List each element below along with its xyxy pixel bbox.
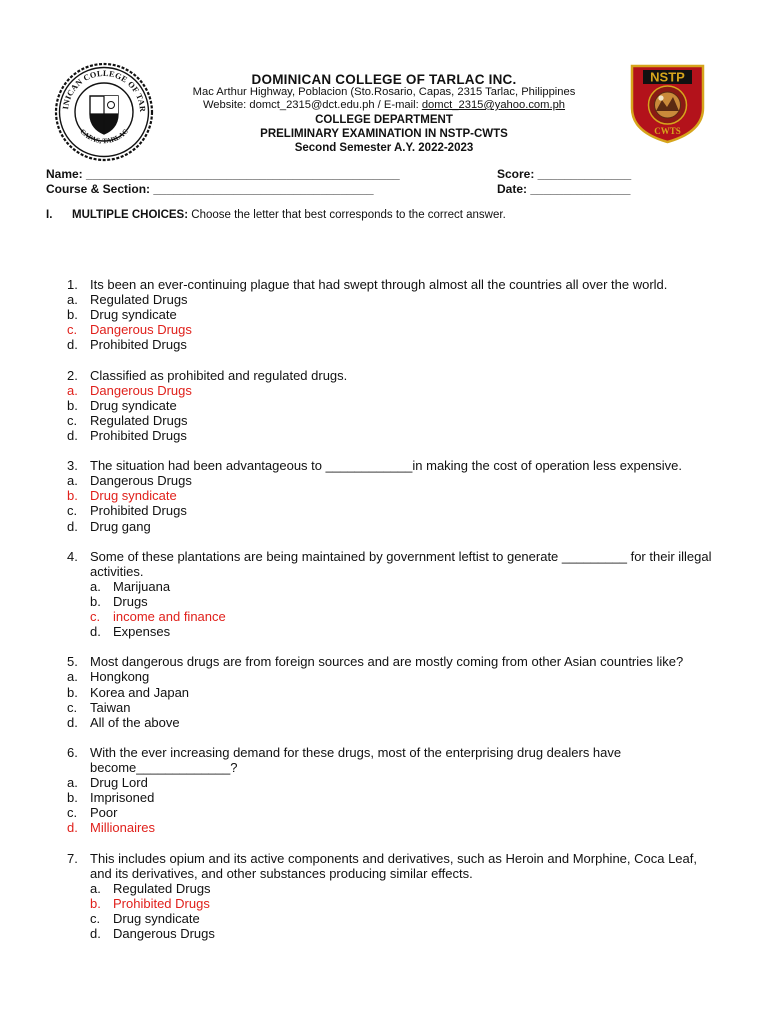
question-text: Some of these plantations are being maintained by government leftist to generate _________ for their illegal activities. <box>90 548 712 579</box>
option-letter: c. <box>67 322 78 338</box>
name-field: Name: _______________________________________________ <box>46 167 400 181</box>
option-letter: a. <box>67 775 78 791</box>
question-row <box>0 745 768 775</box>
answer-option <box>0 775 768 790</box>
question-number: 6. <box>67 744 78 760</box>
question-item <box>0 549 768 640</box>
section-number: I. <box>46 209 53 221</box>
answer-option <box>0 579 768 594</box>
answer-option <box>0 519 768 534</box>
option-text: Drug syndicate <box>90 397 177 413</box>
answer-option <box>0 685 768 700</box>
question-text: Most dangerous drugs are from foreign sources and are mostly coming from other Asian countries like? <box>90 654 684 670</box>
answer-option <box>0 911 768 926</box>
answer-option <box>0 715 768 730</box>
option-text: Regulated Drugs <box>113 880 211 896</box>
semester-title: Second Semester A.Y. 2022-2023 <box>294 142 474 154</box>
answer-option-correct <box>0 896 768 911</box>
question-item <box>0 277 768 352</box>
question-text: Classified as prohibited and regulated drugs. <box>90 367 348 383</box>
option-letter: d. <box>90 624 101 640</box>
option-letter: c. <box>67 503 78 519</box>
question-text: The situation had been advantageous to ____________in making the cost of operation less expensive. <box>90 458 682 474</box>
question-text: With the ever increasing demand for these drugs, most of the enterprising drug dealers have become_____________? <box>90 744 622 775</box>
question-number: 1. <box>67 277 78 292</box>
option-text: Regulated Drugs <box>90 292 188 308</box>
option-letter: d. <box>67 820 78 836</box>
answer-option <box>0 413 768 428</box>
option-text: Dangerous Drugs <box>113 926 215 942</box>
option-text: income and finance <box>113 609 226 625</box>
option-text: Expenses <box>113 624 171 640</box>
answer-option-correct <box>0 383 768 398</box>
option-text: Taiwan <box>90 699 131 715</box>
option-letter: d. <box>90 926 101 942</box>
option-text: All of the above <box>90 714 180 730</box>
answer-option-correct <box>0 609 768 624</box>
answer-option-correct <box>0 820 768 835</box>
question-item <box>0 745 768 836</box>
school-contact <box>0 99 768 111</box>
question-row <box>0 654 768 669</box>
option-letter: b. <box>67 684 78 700</box>
answer-option-correct <box>0 488 768 503</box>
option-text: Korea and Japan <box>90 684 190 700</box>
answer-option-correct <box>0 322 768 337</box>
answer-option <box>0 473 768 488</box>
option-letter: b. <box>90 593 101 609</box>
website-text: Website: domct_2315@dct.edu.ph / E-mail: <box>202 99 422 111</box>
section-instruction-text: Choose the letter that best corresponds to the correct answer. <box>188 209 506 221</box>
option-text: Millionaires <box>90 820 156 836</box>
option-letter: c. <box>67 805 78 821</box>
answer-option <box>0 926 768 941</box>
question-item <box>0 654 768 729</box>
question-item <box>0 368 768 443</box>
option-text: Dangerous Drugs <box>90 322 192 338</box>
answer-option <box>0 428 768 443</box>
question-number: 5. <box>67 654 78 670</box>
option-letter: a. <box>90 578 101 594</box>
seal-top-text: INICAN COLLEGE OF TAR <box>61 68 148 113</box>
option-letter: d. <box>67 427 78 443</box>
option-letter: a. <box>67 669 78 685</box>
question-number: 3. <box>67 458 78 474</box>
question-row <box>0 458 768 473</box>
badge-bottom-text: CWTS <box>654 126 681 136</box>
option-text: Prohibited Drugs <box>90 503 187 519</box>
answer-option <box>0 292 768 307</box>
option-text: Drugs <box>113 593 148 609</box>
option-letter: d. <box>67 714 78 730</box>
option-text: Prohibited Drugs <box>113 895 210 911</box>
option-text: Imprisoned <box>90 790 155 806</box>
option-text: Prohibited Drugs <box>90 427 187 443</box>
question-number: 7. <box>67 850 78 866</box>
option-text: Dangerous Drugs <box>90 473 192 489</box>
school-address: Mac Arthur Highway, Poblacion (Sto.Rosario, Capas, 2315 Tarlac, Philippines <box>192 86 576 98</box>
option-text: Dangerous Drugs <box>90 382 192 398</box>
answer-option <box>0 337 768 352</box>
question-row <box>0 368 768 383</box>
question-item <box>0 851 768 942</box>
instructions <box>46 209 506 221</box>
answer-option <box>0 881 768 896</box>
question-row <box>0 851 768 881</box>
option-letter: b. <box>90 895 101 911</box>
question-text: Its been an ever-continuing plague that had swept through almost all the countries all over the world. <box>90 277 668 292</box>
department-title: COLLEGE DEPARTMENT <box>315 114 453 126</box>
option-text: Poor <box>90 805 118 821</box>
option-letter: a. <box>90 880 101 896</box>
question-list <box>0 277 768 956</box>
question-number: 2. <box>67 367 78 383</box>
option-text: Regulated Drugs <box>90 412 188 428</box>
option-text: Drug syndicate <box>90 307 177 323</box>
answer-option <box>0 805 768 820</box>
date-field: Date: _______________ <box>497 182 631 196</box>
badge-top-text: NSTP <box>650 69 685 85</box>
option-letter: d. <box>67 337 78 353</box>
option-text: Drug Lord <box>90 775 148 791</box>
option-text: Hongkong <box>90 669 150 685</box>
answer-option <box>0 398 768 413</box>
answer-option <box>0 503 768 518</box>
answer-option <box>0 669 768 684</box>
option-letter: a. <box>67 473 78 489</box>
answer-option <box>0 307 768 322</box>
option-letter: b. <box>67 488 78 504</box>
answer-option <box>0 624 768 639</box>
answer-option <box>0 594 768 609</box>
question-row <box>0 277 768 292</box>
option-letter: b. <box>67 307 78 323</box>
question-text: This includes opium and its active components and derivatives, such as Heroin and Morphine, Coca Leaf, and its derivatives, and other substances producing similar effects. <box>90 850 697 881</box>
option-letter: c. <box>67 412 78 428</box>
section-title: MULTIPLE CHOICES: <box>72 209 189 221</box>
option-letter: c. <box>90 609 101 625</box>
question-row <box>0 549 768 579</box>
option-text: Drug gang <box>90 518 151 534</box>
option-letter: d. <box>67 518 78 534</box>
option-letter: a. <box>67 382 78 398</box>
option-text: Drug syndicate <box>90 488 177 504</box>
option-text: Prohibited Drugs <box>90 337 187 353</box>
option-letter: b. <box>67 397 78 413</box>
seal-bottom-text: CAPAS, TARLAC <box>78 127 130 146</box>
question-number: 4. <box>67 548 78 564</box>
option-text: Marijuana <box>113 578 171 594</box>
answer-option <box>0 790 768 805</box>
option-letter: a. <box>67 292 78 308</box>
option-letter: b. <box>67 790 78 806</box>
school-name: DOMINICAN COLLEGE OF TARLAC INC. <box>251 72 517 87</box>
course-section-field: Course & Section: _________________________________ <box>46 182 374 196</box>
option-letter: c. <box>90 910 101 926</box>
option-text: Drug syndicate <box>113 910 200 926</box>
exam-title: PRELIMINARY EXAMINATION IN NSTP-CWTS <box>260 128 508 140</box>
answer-option <box>0 700 768 715</box>
email-link[interactable]: domct_2315@yahoo.com.ph <box>421 99 566 111</box>
question-item <box>0 458 768 533</box>
score-field: Score: ______________ <box>497 167 632 181</box>
option-letter: c. <box>67 699 78 715</box>
